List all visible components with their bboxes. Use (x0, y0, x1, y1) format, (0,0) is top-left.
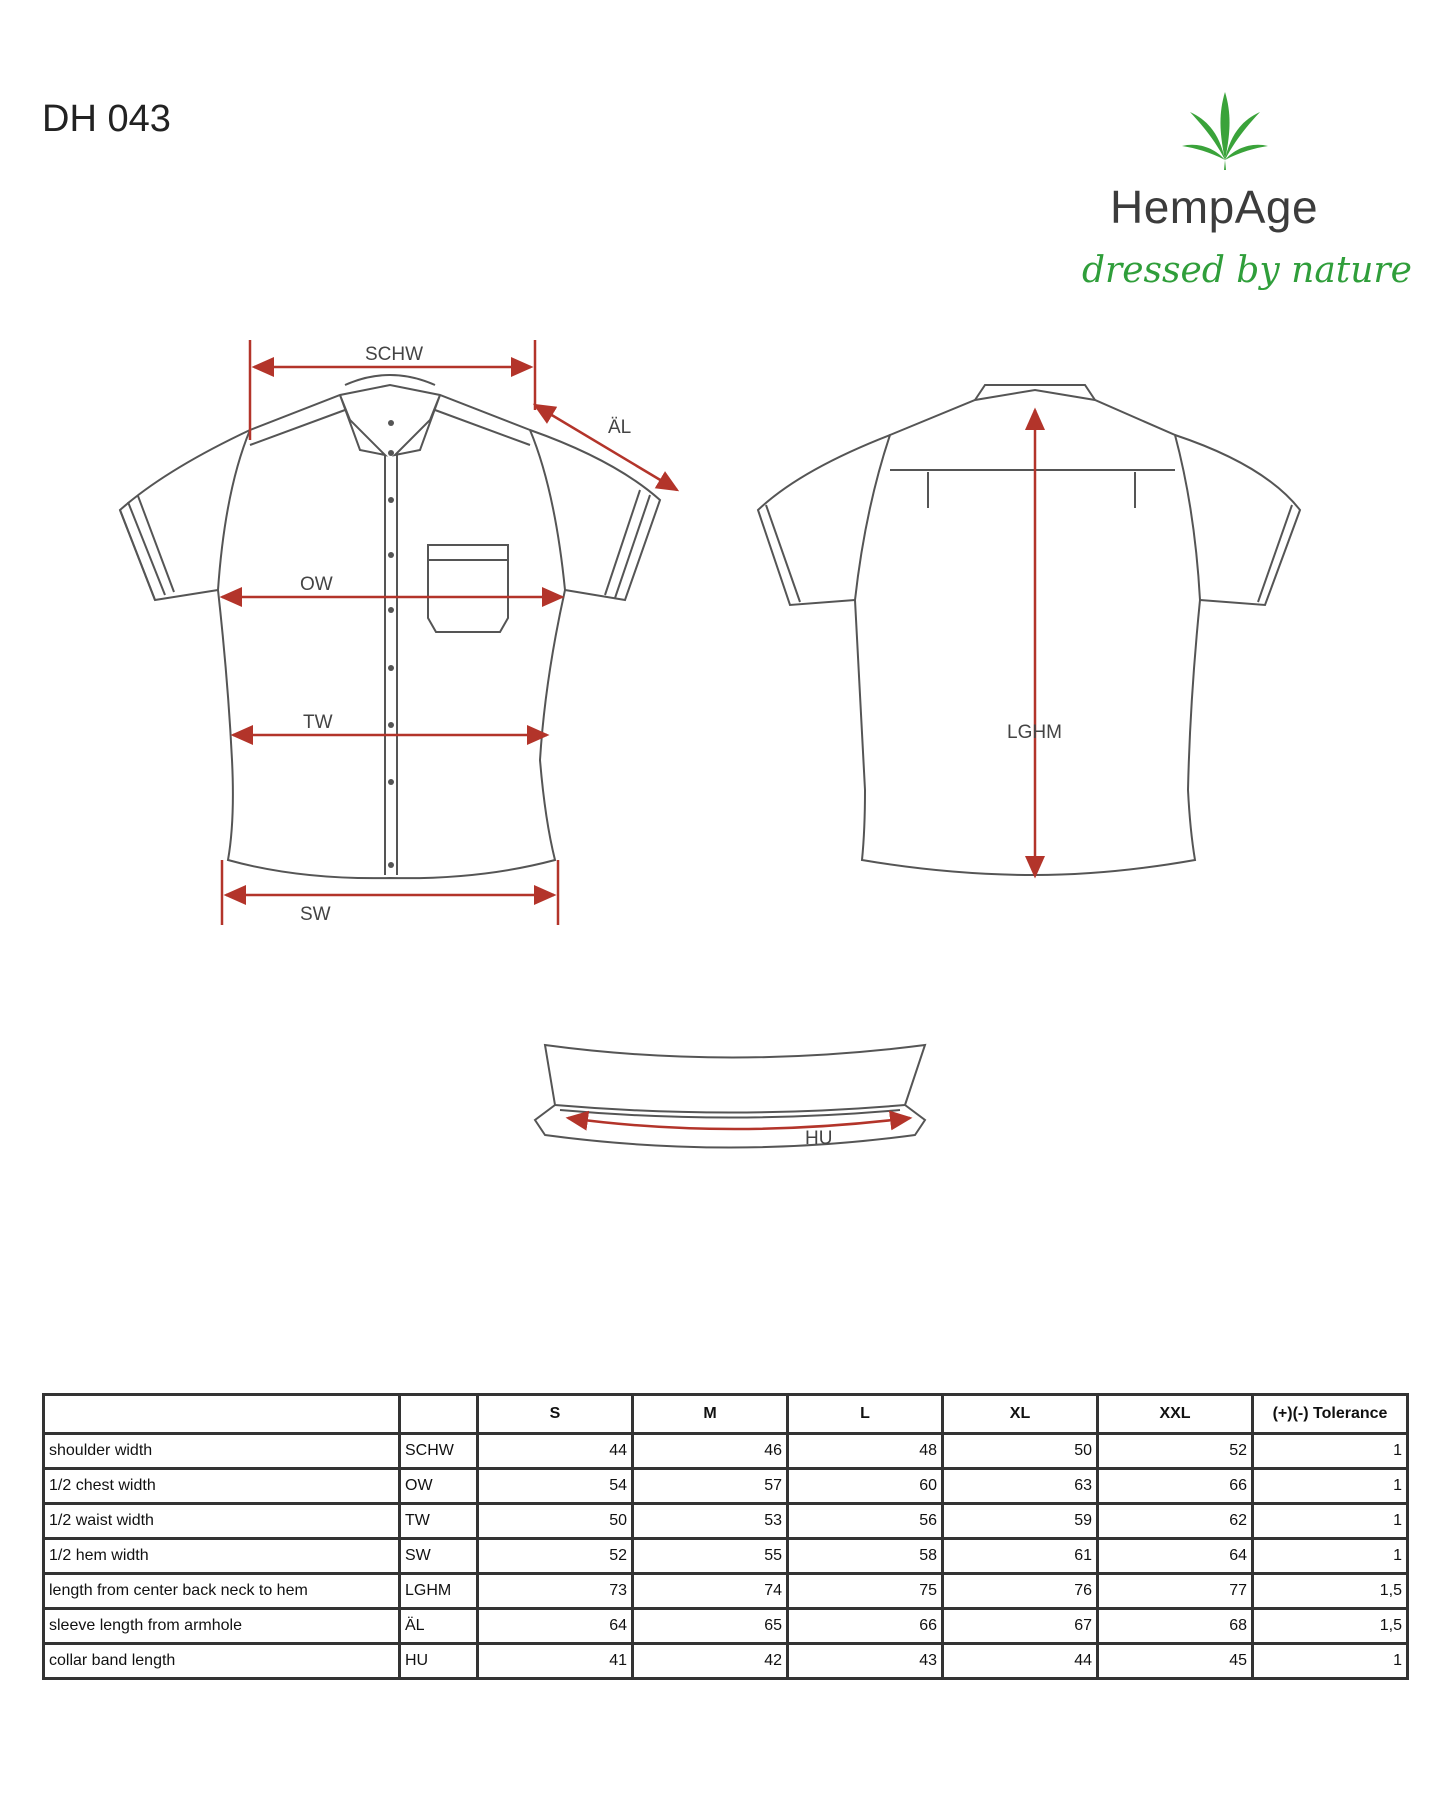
cell-s: 50 (478, 1504, 633, 1539)
cell-s: 41 (478, 1644, 633, 1679)
cell-l: 56 (788, 1504, 943, 1539)
label-hu: HU (805, 1128, 833, 1149)
label-al: ÄL (608, 417, 632, 438)
table-row (44, 1644, 1408, 1679)
label-schw: SCHW (365, 344, 424, 365)
table-row (44, 1434, 1408, 1469)
row-code: TW (400, 1504, 478, 1539)
cell-xxl: 64 (1098, 1539, 1253, 1574)
label-tw: TW (303, 712, 333, 733)
collar-band (535, 1045, 925, 1148)
cell-m: 55 (633, 1539, 788, 1574)
cell-l: 60 (788, 1469, 943, 1504)
table-row (44, 1504, 1408, 1539)
table-row (44, 1609, 1408, 1644)
cell-xxl: 77 (1098, 1574, 1253, 1609)
header-label (44, 1395, 400, 1434)
cell-s: 64 (478, 1609, 633, 1644)
front-buttons (388, 420, 394, 868)
cell-tolerance: 1,5 (1253, 1574, 1408, 1609)
cell-xxl: 52 (1098, 1434, 1253, 1469)
header-size-xxl: XXL (1098, 1395, 1253, 1434)
cell-m: 53 (633, 1504, 788, 1539)
header-size-m: M (633, 1395, 788, 1434)
cell-tolerance: 1 (1253, 1539, 1408, 1574)
row-label: sleeve length from armhole (44, 1609, 400, 1644)
cell-xxl: 45 (1098, 1644, 1253, 1679)
row-code: HU (400, 1644, 478, 1679)
cell-l: 43 (788, 1644, 943, 1679)
cell-xl: 76 (943, 1574, 1098, 1609)
cell-tolerance: 1 (1253, 1469, 1408, 1504)
cell-xl: 61 (943, 1539, 1098, 1574)
header-size-s: S (478, 1395, 633, 1434)
row-code: SW (400, 1539, 478, 1574)
row-label: length from center back neck to hem (44, 1574, 400, 1609)
row-label: 1/2 waist width (44, 1504, 400, 1539)
cell-tolerance: 1 (1253, 1434, 1408, 1469)
cell-xl: 63 (943, 1469, 1098, 1504)
row-label: shoulder width (44, 1434, 400, 1469)
table-row (44, 1574, 1408, 1609)
cell-s: 52 (478, 1539, 633, 1574)
row-label: 1/2 hem width (44, 1539, 400, 1574)
table-row (44, 1469, 1408, 1504)
cell-xxl: 62 (1098, 1504, 1253, 1539)
label-ow: OW (300, 574, 333, 595)
row-code: OW (400, 1469, 478, 1504)
shirt-back (758, 385, 1300, 875)
cell-l: 75 (788, 1574, 943, 1609)
brand-tagline: dressed by nature (1082, 250, 1412, 291)
brand-name: HempAge (1110, 181, 1319, 233)
cell-xl: 59 (943, 1504, 1098, 1539)
cell-l: 66 (788, 1609, 943, 1644)
cell-s: 44 (478, 1434, 633, 1469)
table-row (44, 1539, 1408, 1574)
cell-l: 58 (788, 1539, 943, 1574)
header-size-l: L (788, 1395, 943, 1434)
cell-s: 73 (478, 1574, 633, 1609)
label-lghm: LGHM (1007, 722, 1062, 743)
cell-xxl: 68 (1098, 1609, 1253, 1644)
row-code: SCHW (400, 1434, 478, 1469)
row-label: collar band length (44, 1644, 400, 1679)
row-code: ÄL (400, 1609, 478, 1644)
cell-l: 48 (788, 1434, 943, 1469)
header-code (400, 1395, 478, 1434)
cell-m: 65 (633, 1609, 788, 1644)
cell-m: 57 (633, 1469, 788, 1504)
cell-xl: 50 (943, 1434, 1098, 1469)
cell-m: 42 (633, 1644, 788, 1679)
measure-lines (222, 340, 1035, 1129)
cell-tolerance: 1,5 (1253, 1609, 1408, 1644)
cell-tolerance: 1 (1253, 1504, 1408, 1539)
table-header-row (44, 1395, 1408, 1434)
row-label: 1/2 chest width (44, 1469, 400, 1504)
header-tolerance: (+)(-) Tolerance (1253, 1395, 1408, 1434)
label-sw: SW (300, 904, 331, 925)
row-code: LGHM (400, 1574, 478, 1609)
cell-tolerance: 1 (1253, 1644, 1408, 1679)
style-code: DH 043 (42, 98, 171, 140)
cell-xxl: 66 (1098, 1469, 1253, 1504)
header-size-xl: XL (943, 1395, 1098, 1434)
size-table (42, 1393, 1409, 1680)
cell-m: 46 (633, 1434, 788, 1469)
cell-xl: 67 (943, 1609, 1098, 1644)
cell-xl: 44 (943, 1644, 1098, 1679)
cell-s: 54 (478, 1469, 633, 1504)
cell-m: 74 (633, 1574, 788, 1609)
